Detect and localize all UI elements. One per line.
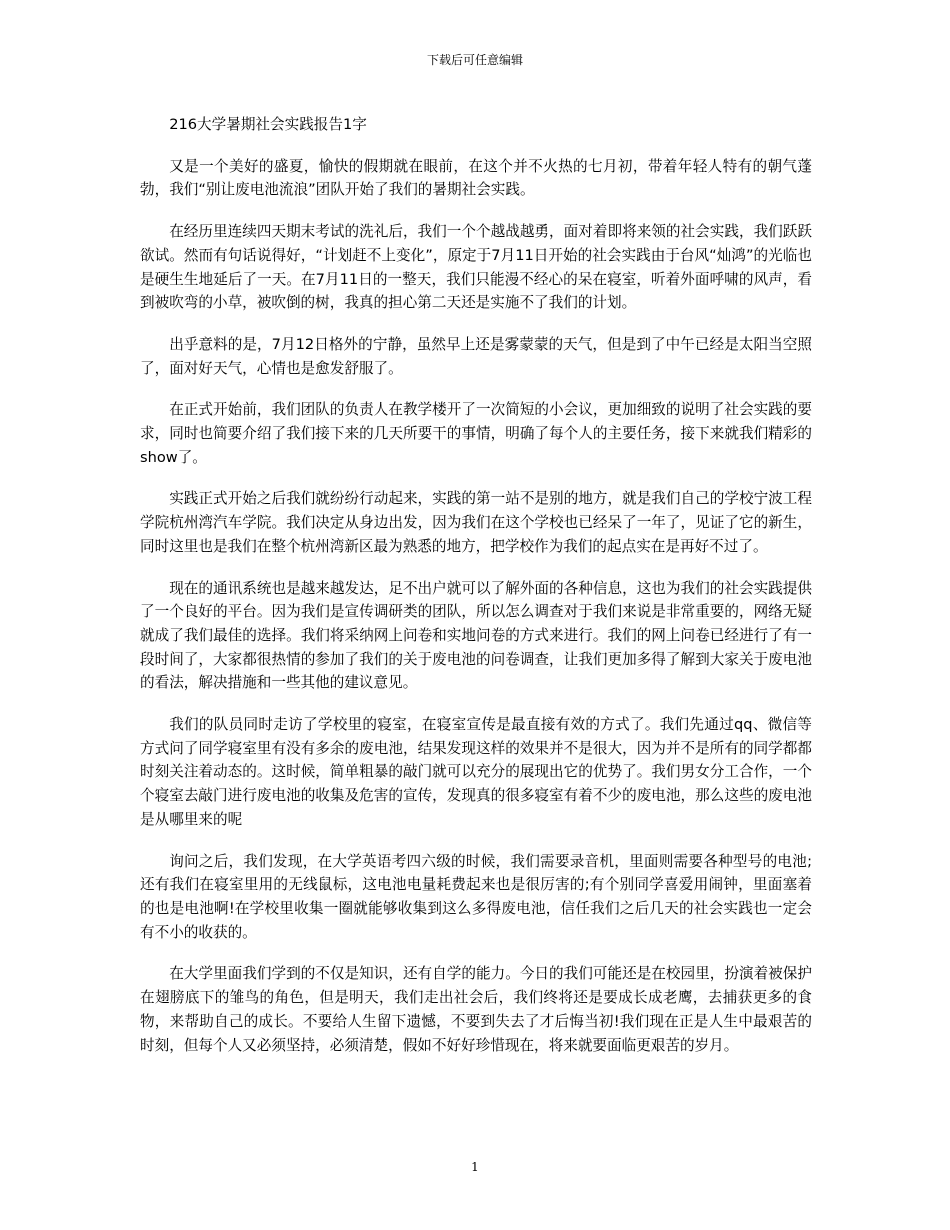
paragraph-1: 又是一个美好的盛夏，愉快的假期就在眼前，在这个并不火热的七月初，带着年轻人特有的朝气蓬勃，我们“别让废电池流浪”团队开始了我们的暑期社会实践。 <box>140 157 812 199</box>
page-number: 1 <box>471 1160 479 1174</box>
paragraph-8: 询问之后，我们发现，在大学英语考四六级的时候，我们需要录音机，里面则需要各种型号的电池;还有我们在寝室里用的无线鼠标，这电池电量耗费起来也是很厉害的;有个别同学喜爱用闹钟，里面塞着的也是电池啊!在学校里收集一圈就能够收集到这么多得废电池，信任我们之后几天的社会实践也一定会有不小的收获的。 <box>140 852 812 941</box>
paragraph-2: 在经历里连续四天期末考试的洗礼后，我们一个个越战越勇，面对着即将来领的社会实践，我们跃跃欲试。然而有句话说得好，“计划赶不上变化”，原定于7月11日开始的社会实践由于台风“灿鸿”的光临也是硬生生地延后了一天。在7月11日的一整天，我们只能漫不经心的呆在寝室，听着外面呼啸的风声，看到被吹弯的小草，被吹倒的树，我真的担心第二天还是实施不了我们的计划。 <box>140 223 812 312</box>
paragraph-7: 我们的队员同时走访了学校里的寝室，在寝室宣传是最直接有效的方式了。我们先通过qq、微信等方式问了同学寝室里有没有多余的废电池，结果发现这样的效果并不是很大，因为并不是所有的同学都都时刻关注着动态的。这时候，简单粗暴的敲门就可以充分的展现出它的优势了。我们男女分工合作，一个个寝室去敲门进行废电池的收集及危害的宣传，发现真的很多寝室有着不少的废电池，那么这些的废电池是从哪里来的呢 <box>140 716 812 828</box>
paragraph-5: 实践正式开始之后我们就纷纷行动起来，实践的第一站不是别的地方，就是我们自己的学校宁波工程学院杭州湾汽车学院。我们决定从身边出发，因为我们在这个学校也已经呆了一年了，见证了它的新生，同时这里也是我们在整个杭州湾新区最为熟悉的地方，把学校作为我们的起点实在是再好不过了。 <box>140 490 812 555</box>
paragraph-6: 现在的通讯系统也是越来越发达，足不出户就可以了解外面的各种信息，这也为我们的社会实践提供了一个良好的平台。因为我们是宣传调研类的团队，所以怎么调查对于我们来说是非常重要的，网络无疑就成了我们最佳的选择。我们将采纳网上问卷和实地问卷的方式来进行。我们的网上问卷已经进行了有一段时间了，大家都很热情的参加了我们的关于废电池的问卷调查，让我们更加多得了解到大家关于废电池的看法，解决措施和一些其他的建议意见。 <box>140 579 812 692</box>
paragraph-4: 在正式开始前，我们团队的负责人在教学楼开了一次简短的小会议，更加细致的说明了社会实践的要求，同时也简要介绍了我们接下来的几天所要干的事情，明确了每个人的主要任务，接下来就我们精彩的show了。 <box>140 401 812 466</box>
document-title: 216大学暑期社会实践报告1字 <box>169 116 367 133</box>
page-header: 下载后可任意编辑 <box>426 53 523 67</box>
paragraph-9: 在大学里面我们学到的不仅是知识，还有自学的能力。今日的我们可能还是在校园里，扮演着被保护在翅膀底下的雏鸟的角色，但是明天，我们走出社会后，我们终将还是要成长成老鹰，去捕获更多的食物，来帮助自己的成长。不要给人生留下遗憾，不要到失去了才后悔当初!我们现在正是人生中最艰苦的时刻，但每个人又必须坚持，必须清楚，假如不好好珍惜现在，将来就要面临更艰苦的岁月。 <box>140 965 812 1054</box>
paragraph-3: 出乎意料的是，7月12日格外的宁静，虽然早上还是雾蒙蒙的天气，但是到了中午已经是太阳当空照了，面对好天气，心情也是愈发舒服了。 <box>140 335 812 377</box>
document-body <box>140 113 812 1075</box>
